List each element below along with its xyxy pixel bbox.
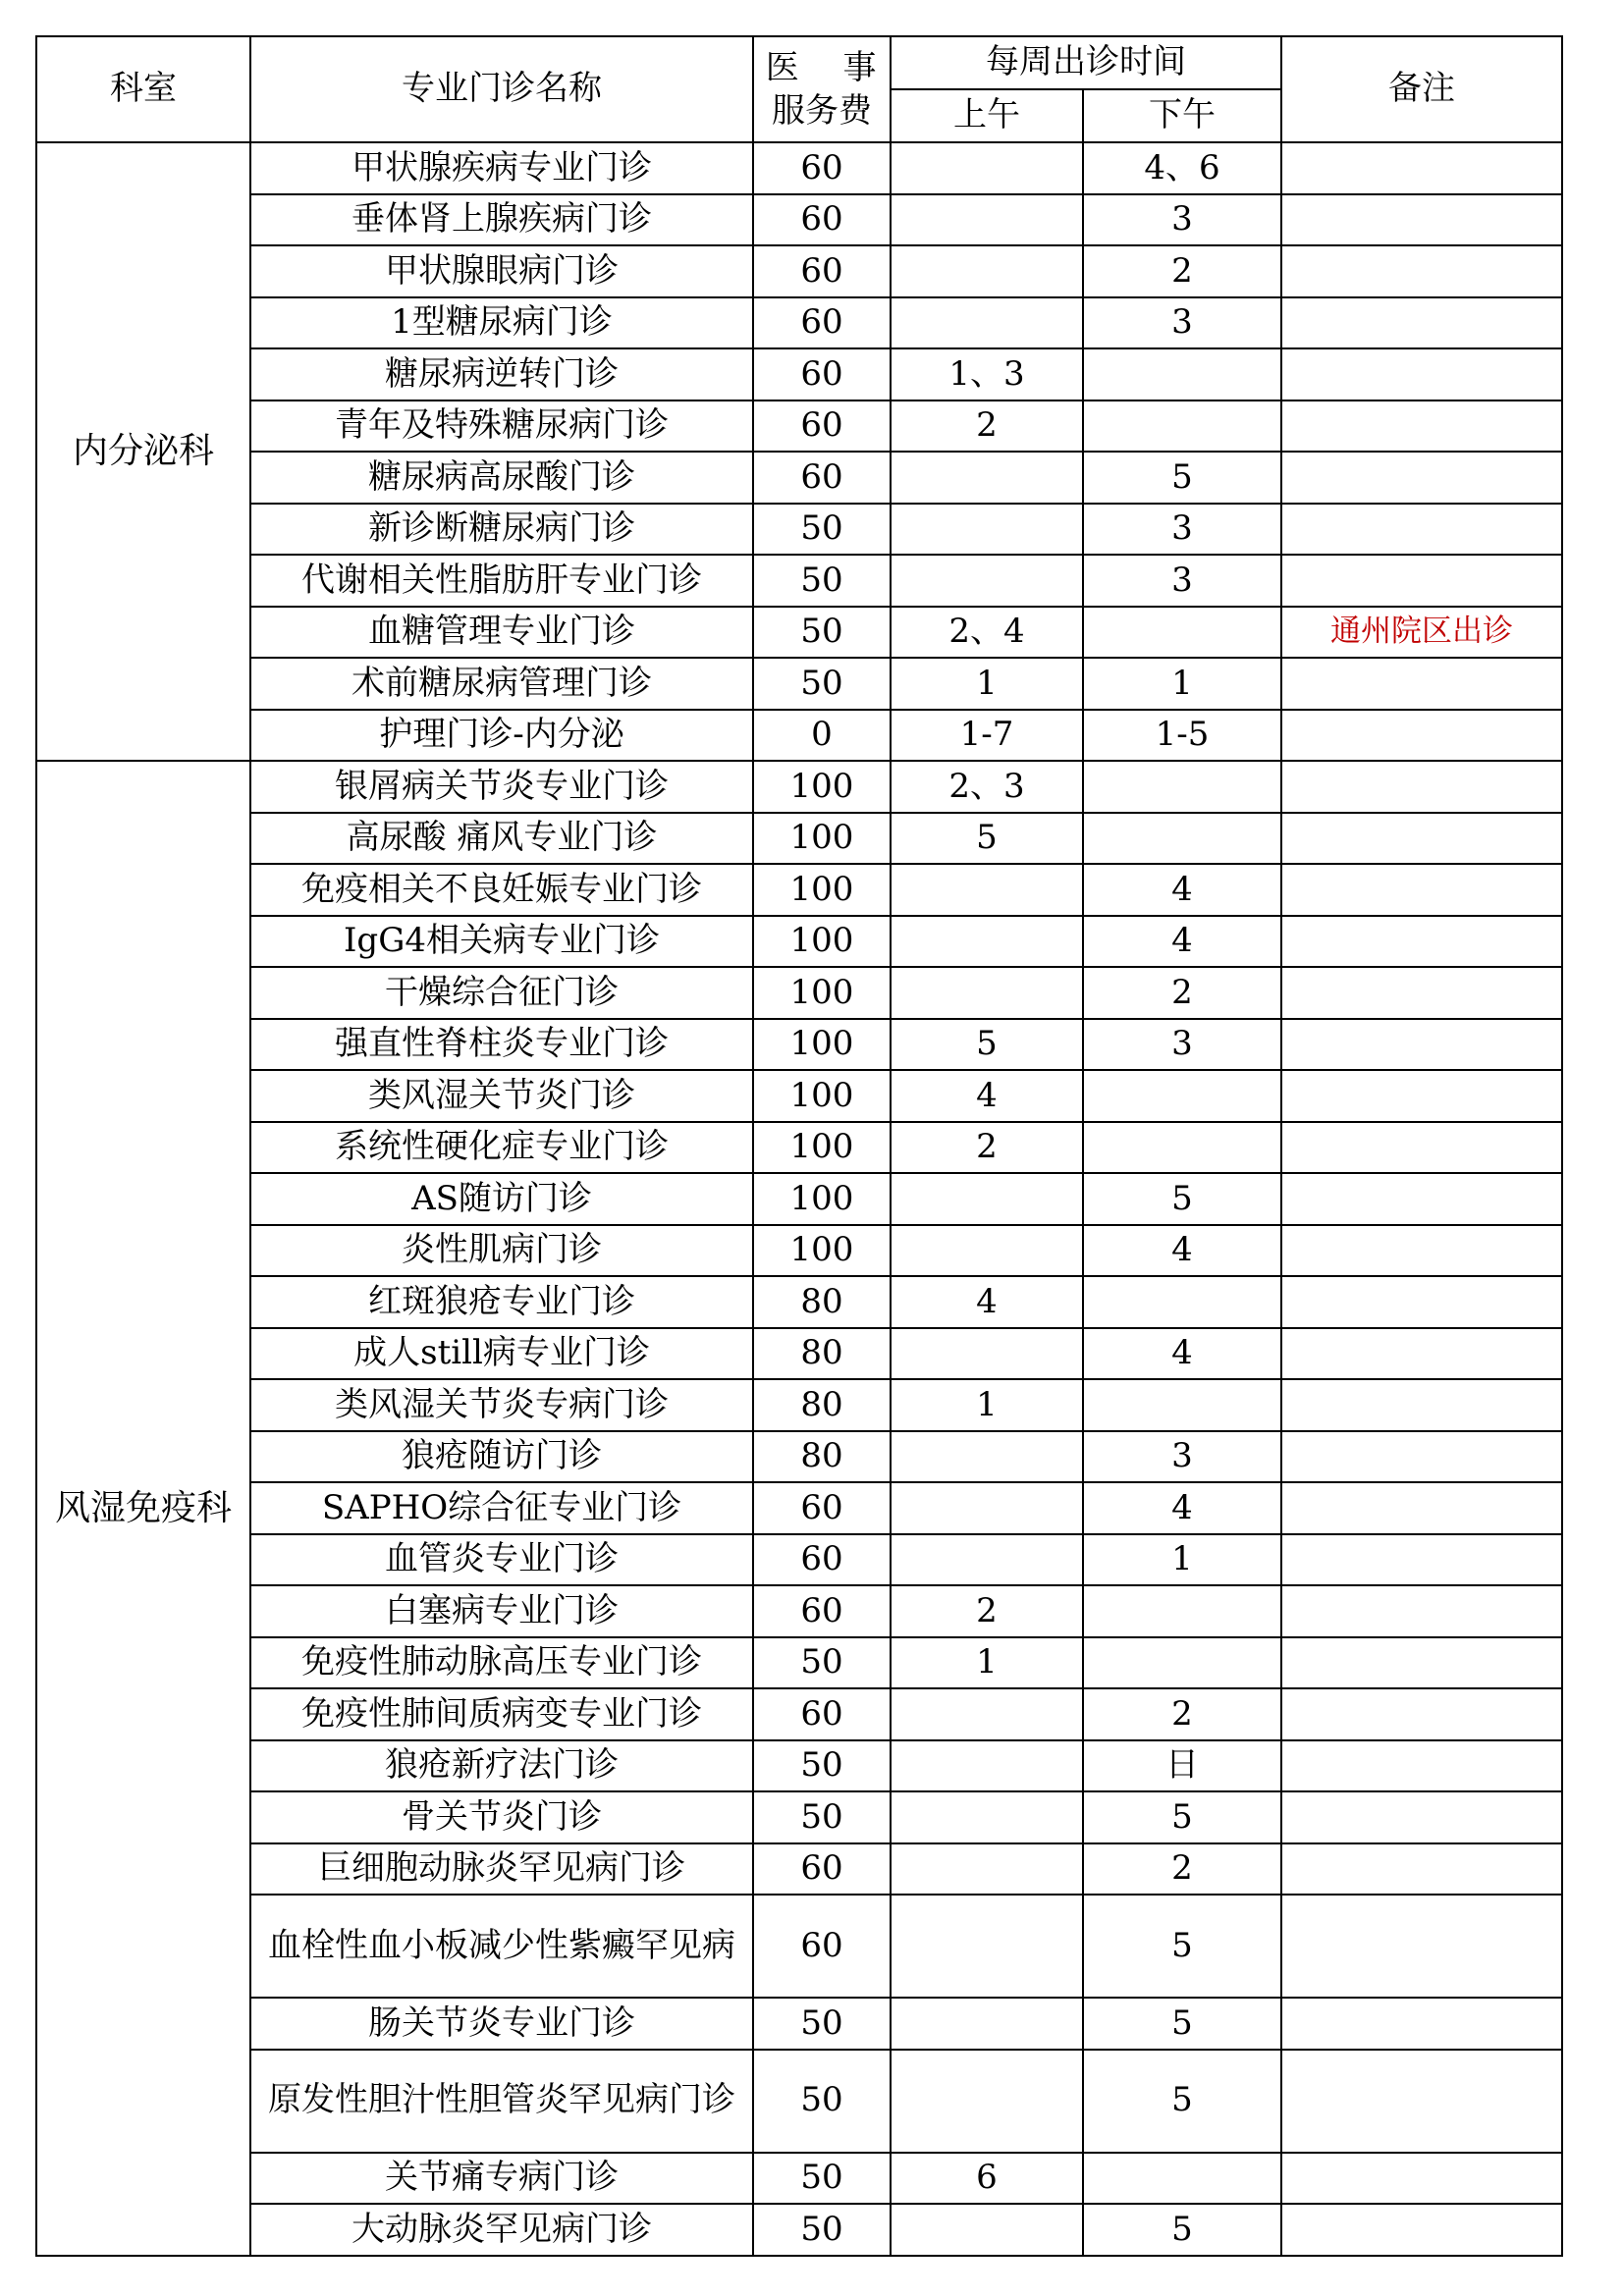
header-note: 备注	[1281, 36, 1562, 142]
clinic-name-cell: 白塞病专业门诊	[250, 1585, 753, 1637]
clinic-name-cell: 骨关节炎门诊	[250, 1791, 753, 1843]
note-cell	[1281, 1791, 1562, 1843]
clinic-name-cell: IgG4相关病专业门诊	[250, 916, 753, 968]
table-row	[36, 1225, 1562, 1277]
clinic-name-cell: 系统性硬化症专业门诊	[250, 1122, 753, 1174]
pm-schedule-cell: 3	[1083, 1431, 1281, 1483]
fee-cell: 80	[753, 1328, 891, 1380]
note-cell	[1281, 504, 1562, 556]
fee-cell: 60	[753, 400, 891, 453]
table-row	[36, 813, 1562, 865]
table-row	[36, 452, 1562, 504]
table-row	[36, 1895, 1562, 1998]
table-row	[36, 504, 1562, 556]
table-row	[36, 1328, 1562, 1380]
clinic-name-cell: 银屑病关节炎专业门诊	[250, 761, 753, 813]
note-cell	[1281, 245, 1562, 297]
clinic-name-cell: 糖尿病高尿酸门诊	[250, 452, 753, 504]
note-cell	[1281, 1998, 1562, 2050]
fee-cell: 60	[753, 245, 891, 297]
clinic-name-cell: 甲状腺疾病专业门诊	[250, 142, 753, 194]
am-schedule-cell	[891, 1328, 1083, 1380]
fee-cell: 80	[753, 1276, 891, 1328]
clinic-name-cell: 类风湿关节炎门诊	[250, 1070, 753, 1122]
note-cell	[1281, 967, 1562, 1019]
note-cell	[1281, 2050, 1562, 2153]
pm-schedule-cell	[1083, 2153, 1281, 2205]
fee-cell: 60	[753, 452, 891, 504]
table-row	[36, 864, 1562, 916]
am-schedule-cell: 4	[891, 1276, 1083, 1328]
clinic-name-cell: 免疫相关不良妊娠专业门诊	[250, 864, 753, 916]
fee-cell: 100	[753, 1122, 891, 1174]
table-row	[36, 245, 1562, 297]
clinic-name-cell: 巨细胞动脉炎罕见病门诊	[250, 1843, 753, 1896]
pm-schedule-cell: 2	[1083, 967, 1281, 1019]
note-cell	[1281, 1328, 1562, 1380]
header-dept: 科室	[36, 36, 250, 142]
clinic-name-cell: 关节痛专病门诊	[250, 2153, 753, 2205]
pm-schedule-cell: 5	[1083, 1173, 1281, 1225]
am-schedule-cell	[891, 1688, 1083, 1740]
note-cell	[1281, 1534, 1562, 1586]
fee-cell: 50	[753, 1998, 891, 2050]
note-cell	[1281, 710, 1562, 762]
pm-schedule-cell: 3	[1083, 504, 1281, 556]
note-cell	[1281, 1688, 1562, 1740]
note-cell	[1281, 1585, 1562, 1637]
note-cell	[1281, 813, 1562, 865]
table-row	[36, 658, 1562, 710]
pm-schedule-cell: 日	[1083, 1740, 1281, 1792]
fee-cell: 60	[753, 194, 891, 246]
am-schedule-cell	[891, 194, 1083, 246]
note-cell	[1281, 1895, 1562, 1998]
clinic-name-cell: 大动脉炎罕见病门诊	[250, 2204, 753, 2256]
am-schedule-cell	[891, 864, 1083, 916]
pm-schedule-cell: 3	[1083, 555, 1281, 607]
am-schedule-cell: 1、3	[891, 348, 1083, 400]
fee-cell: 50	[753, 555, 891, 607]
fee-cell: 50	[753, 607, 891, 659]
note-cell	[1281, 194, 1562, 246]
table-row	[36, 400, 1562, 453]
clinic-name-cell: 高尿酸 痛风专业门诊	[250, 813, 753, 865]
pm-schedule-cell	[1083, 1122, 1281, 1174]
am-schedule-cell	[891, 245, 1083, 297]
header-pm: 下午	[1083, 89, 1281, 142]
pm-schedule-cell: 5	[1083, 452, 1281, 504]
table-row	[36, 142, 1562, 194]
am-schedule-cell: 2、4	[891, 607, 1083, 659]
clinic-name-cell: 炎性肌病门诊	[250, 1225, 753, 1277]
note-cell	[1281, 555, 1562, 607]
table-row	[36, 1791, 1562, 1843]
pm-schedule-cell: 2	[1083, 245, 1281, 297]
fee-cell: 60	[753, 1585, 891, 1637]
clinic-name-cell: 血栓性血小板减少性紫癜罕见病	[250, 1895, 753, 1998]
clinic-name-cell: 干燥综合征门诊	[250, 967, 753, 1019]
header-fee-line2: 服务费	[772, 91, 872, 131]
am-schedule-cell: 2	[891, 400, 1083, 453]
fee-cell: 50	[753, 2153, 891, 2205]
note-cell	[1281, 916, 1562, 968]
pm-schedule-cell: 3	[1083, 1019, 1281, 1071]
am-schedule-cell: 2、3	[891, 761, 1083, 813]
note-cell	[1281, 297, 1562, 349]
am-schedule-cell	[891, 1791, 1083, 1843]
table-row	[36, 1998, 1562, 2050]
clinic-name-cell: 红斑狼疮专业门诊	[250, 1276, 753, 1328]
fee-cell: 100	[753, 1070, 891, 1122]
fee-cell: 100	[753, 864, 891, 916]
table-row	[36, 607, 1562, 659]
clinic-name-cell: 代谢相关性脂肪肝专业门诊	[250, 555, 753, 607]
clinic-name-cell: 甲状腺眼病门诊	[250, 245, 753, 297]
note-cell	[1281, 348, 1562, 400]
note-cell	[1281, 1740, 1562, 1792]
pm-schedule-cell: 4	[1083, 916, 1281, 968]
fee-cell: 60	[753, 348, 891, 400]
note-cell	[1281, 1225, 1562, 1277]
fee-cell: 100	[753, 1019, 891, 1071]
note-cell	[1281, 1070, 1562, 1122]
fee-cell: 50	[753, 1637, 891, 1689]
fee-cell: 100	[753, 813, 891, 865]
clinic-name-cell: 术前糖尿病管理门诊	[250, 658, 753, 710]
am-schedule-cell	[891, 142, 1083, 194]
clinic-name-cell: 肠关节炎专业门诊	[250, 1998, 753, 2050]
fee-cell: 0	[753, 710, 891, 762]
am-schedule-cell	[891, 1740, 1083, 1792]
note-cell	[1281, 1637, 1562, 1689]
pm-schedule-cell: 1	[1083, 658, 1281, 710]
table-row	[36, 1431, 1562, 1483]
fee-cell: 80	[753, 1431, 891, 1483]
clinic-name-cell: 成人still病专业门诊	[250, 1328, 753, 1380]
am-schedule-cell: 2	[891, 1122, 1083, 1174]
pm-schedule-cell: 3	[1083, 297, 1281, 349]
pm-schedule-cell: 5	[1083, 1791, 1281, 1843]
am-schedule-cell: 5	[891, 813, 1083, 865]
note-cell	[1281, 1173, 1562, 1225]
table-row	[36, 1122, 1562, 1174]
pm-schedule-cell	[1083, 1276, 1281, 1328]
header-fee-line1: 医 事	[765, 47, 879, 87]
fee-cell: 60	[753, 1534, 891, 1586]
clinic-name-cell: 护理门诊-内分泌	[250, 710, 753, 762]
note-cell	[1281, 2204, 1562, 2256]
pm-schedule-cell	[1083, 348, 1281, 400]
table-row	[36, 1482, 1562, 1534]
pm-schedule-cell: 4	[1083, 864, 1281, 916]
table-row	[36, 1843, 1562, 1896]
fee-cell: 100	[753, 761, 891, 813]
clinic-name-cell: SAPHO综合征专业门诊	[250, 1482, 753, 1534]
note-cell	[1281, 1019, 1562, 1071]
am-schedule-cell	[891, 1895, 1083, 1998]
clinic-name-cell: 1型糖尿病门诊	[250, 297, 753, 349]
pm-schedule-cell	[1083, 813, 1281, 865]
pm-schedule-cell: 4	[1083, 1482, 1281, 1534]
table-row	[36, 1585, 1562, 1637]
pm-schedule-cell	[1083, 1070, 1281, 1122]
table-row	[36, 1688, 1562, 1740]
table-row	[36, 348, 1562, 400]
table-row	[36, 2153, 1562, 2205]
fee-cell: 100	[753, 916, 891, 968]
note-cell	[1281, 142, 1562, 194]
am-schedule-cell: 1	[891, 1637, 1083, 1689]
table-body	[36, 142, 1562, 2256]
table-row	[36, 1070, 1562, 1122]
am-schedule-cell: 1	[891, 1379, 1083, 1431]
am-schedule-cell: 2	[891, 1585, 1083, 1637]
table-row	[36, 1534, 1562, 1586]
am-schedule-cell	[891, 1431, 1083, 1483]
pm-schedule-cell: 5	[1083, 2204, 1281, 2256]
note-cell	[1281, 658, 1562, 710]
table-row	[36, 1637, 1562, 1689]
pm-schedule-cell: 5	[1083, 1998, 1281, 2050]
fee-cell: 50	[753, 2050, 891, 2153]
am-schedule-cell	[891, 504, 1083, 556]
am-schedule-cell: 4	[891, 1070, 1083, 1122]
table-row	[36, 2050, 1562, 2153]
clinic-name-cell: 垂体肾上腺疾病门诊	[250, 194, 753, 246]
fee-cell: 100	[753, 1225, 891, 1277]
clinic-name-cell: 新诊断糖尿病门诊	[250, 504, 753, 556]
fee-cell: 50	[753, 504, 891, 556]
note-cell	[1281, 2153, 1562, 2205]
table-header	[36, 36, 1562, 142]
table-row	[36, 1019, 1562, 1071]
am-schedule-cell: 5	[891, 1019, 1083, 1071]
fee-cell: 50	[753, 2204, 891, 2256]
am-schedule-cell	[891, 2050, 1083, 2153]
table-row	[36, 710, 1562, 762]
clinic-name-cell: 狼疮新疗法门诊	[250, 1740, 753, 1792]
fee-cell: 50	[753, 658, 891, 710]
clinic-name-cell: 类风湿关节炎专病门诊	[250, 1379, 753, 1431]
clinic-name-cell: 狼疮随访门诊	[250, 1431, 753, 1483]
note-cell	[1281, 1276, 1562, 1328]
clinic-name-cell: 血糖管理专业门诊	[250, 607, 753, 659]
am-schedule-cell	[891, 555, 1083, 607]
table-row	[36, 2204, 1562, 2256]
note-cell	[1281, 1122, 1562, 1174]
note-cell	[1281, 452, 1562, 504]
header-fee	[753, 36, 891, 142]
note-cell	[1281, 864, 1562, 916]
am-schedule-cell: 1	[891, 658, 1083, 710]
table-row	[36, 194, 1562, 246]
note-cell	[1281, 1843, 1562, 1896]
am-schedule-cell	[891, 916, 1083, 968]
table-row	[36, 967, 1562, 1019]
pm-schedule-cell	[1083, 400, 1281, 453]
pm-schedule-cell: 4	[1083, 1225, 1281, 1277]
am-schedule-cell	[891, 967, 1083, 1019]
clinic-name-cell: 青年及特殊糖尿病门诊	[250, 400, 753, 453]
am-schedule-cell	[891, 1482, 1083, 1534]
clinic-name-cell: 原发性胆汁性胆管炎罕见病门诊	[250, 2050, 753, 2153]
am-schedule-cell	[891, 1173, 1083, 1225]
am-schedule-cell	[891, 1998, 1083, 2050]
note-cell	[1281, 1431, 1562, 1483]
clinic-name-cell: 糖尿病逆转门诊	[250, 348, 753, 400]
header-am: 上午	[891, 89, 1083, 142]
department-cell: 风湿免疫科	[36, 761, 250, 2256]
table-row	[36, 555, 1562, 607]
clinic-name-cell: 免疫性肺动脉高压专业门诊	[250, 1637, 753, 1689]
am-schedule-cell	[891, 1225, 1083, 1277]
note-cell: 通州院区出诊	[1281, 607, 1562, 659]
table-row	[36, 1379, 1562, 1431]
note-cell	[1281, 761, 1562, 813]
pm-schedule-cell	[1083, 607, 1281, 659]
note-cell	[1281, 1482, 1562, 1534]
note-cell	[1281, 400, 1562, 453]
am-schedule-cell	[891, 452, 1083, 504]
fee-cell: 50	[753, 1791, 891, 1843]
pm-schedule-cell	[1083, 1637, 1281, 1689]
am-schedule-cell	[891, 297, 1083, 349]
pm-schedule-cell	[1083, 1379, 1281, 1431]
fee-cell: 60	[753, 1895, 891, 1998]
fee-cell: 80	[753, 1379, 891, 1431]
pm-schedule-cell	[1083, 761, 1281, 813]
am-schedule-cell: 6	[891, 2153, 1083, 2205]
fee-cell: 60	[753, 1843, 891, 1896]
pm-schedule-cell	[1083, 1585, 1281, 1637]
pm-schedule-cell: 1	[1083, 1534, 1281, 1586]
clinic-name-cell: 强直性脊柱炎专业门诊	[250, 1019, 753, 1071]
am-schedule-cell: 1-7	[891, 710, 1083, 762]
fee-cell: 100	[753, 967, 891, 1019]
pm-schedule-cell: 2	[1083, 1843, 1281, 1896]
table-row	[36, 916, 1562, 968]
clinic-name-cell: 血管炎专业门诊	[250, 1534, 753, 1586]
fee-cell: 60	[753, 1482, 891, 1534]
fee-cell: 60	[753, 297, 891, 349]
clinic-schedule-table	[35, 35, 1563, 2257]
pm-schedule-cell: 1-5	[1083, 710, 1281, 762]
table-row	[36, 1173, 1562, 1225]
table-row	[36, 1276, 1562, 1328]
department-cell: 内分泌科	[36, 142, 250, 761]
pm-schedule-cell: 4、6	[1083, 142, 1281, 194]
pm-schedule-cell: 4	[1083, 1328, 1281, 1380]
pm-schedule-cell: 5	[1083, 1895, 1281, 1998]
fee-cell: 60	[753, 1688, 891, 1740]
pm-schedule-cell: 2	[1083, 1688, 1281, 1740]
clinic-name-cell: AS随访门诊	[250, 1173, 753, 1225]
table-row	[36, 761, 1562, 813]
table-row	[36, 1740, 1562, 1792]
fee-cell: 50	[753, 1740, 891, 1792]
am-schedule-cell	[891, 1843, 1083, 1896]
table-row	[36, 297, 1562, 349]
clinic-name-cell: 免疫性肺间质病变专业门诊	[250, 1688, 753, 1740]
header-weekly-schedule: 每周出诊时间	[891, 36, 1281, 89]
am-schedule-cell	[891, 1534, 1083, 1586]
fee-cell: 60	[753, 142, 891, 194]
note-cell	[1281, 1379, 1562, 1431]
header-clinic-name: 专业门诊名称	[250, 36, 753, 142]
am-schedule-cell	[891, 2204, 1083, 2256]
fee-cell: 100	[753, 1173, 891, 1225]
pm-schedule-cell: 5	[1083, 2050, 1281, 2153]
pm-schedule-cell: 3	[1083, 194, 1281, 246]
